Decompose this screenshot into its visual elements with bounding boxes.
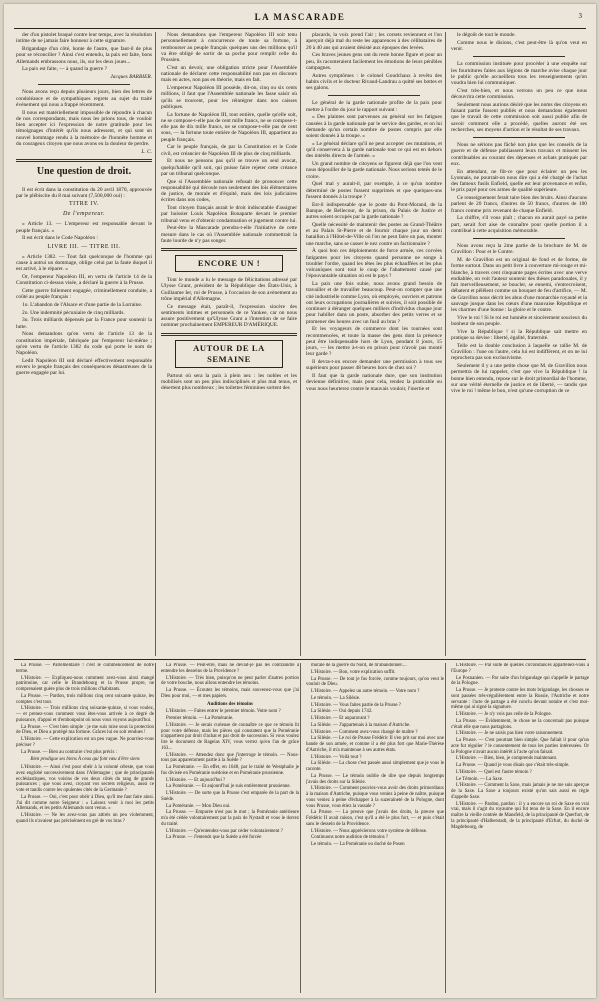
paragraph: Un grand nombre de citoyens se figurent déjà que l'on veut nous dépouiller de la garde nationale. Nous serions tentés de le croire. <box>306 161 442 180</box>
dialogue-line: L'Histoire. — Vous faites partie de la Prusse ? <box>311 702 401 708</box>
dialogue-line: L'Histoire. — Qu'entendez-vous par céder volontairement ? <box>166 828 283 834</box>
dialogue-line: L'Histoire. — Je ne saisis pas bien votre raisonnement. <box>456 731 564 737</box>
paragraph: Il faut que la garde nationale dure, que son institution devienne définitive, mais pour cela, rendez la praticable ou vous nous heurterez contre le mauvais vouloir, l'inertie et <box>306 373 442 392</box>
lower-column-2 <box>161 663 299 993</box>
article-headline-autour-de-la-semaine: AUTOUR DE LA SEMAINE <box>175 340 283 368</box>
dialogue-line: morale de la guerre du Nord, de m'abandonner.... <box>311 663 407 668</box>
dialogue-line: La Silésie. — La chose c'est passée aussi simplement que je vous le raconte. <box>306 761 444 772</box>
dialogue-line: Le Posnanien. — Par suite d'un brigandage qui s'appelle le partage de la Pologne. <box>451 675 589 687</box>
paragraph: Telle est la double conclusion à laquelle se rallie M. de Gravillon : l'une ou l'autre, cela lui est indifférent, et on ne lui reprochera pas son exclusivisme. <box>451 342 587 362</box>
paragraph: 2o. Une indemnité pécuniaire de cinq milliards. <box>22 309 125 316</box>
dialogue-line: L'Histoire. — Ne les avez-vous pas attirés un peu violemment, quand ils n'avaient pas précisément en gré de vos bras ? <box>16 813 154 824</box>
paragraph: Il est écrit dans le Code Napoléon : <box>22 235 98 242</box>
dialogue-line: La Prusse. — Bien au contraire c'est plus précis : <box>21 749 117 755</box>
paragraph: C'est très-bien, et nous verrons un peu ce que nous découvrira cette commission. <box>451 87 587 100</box>
column-divider <box>155 32 156 656</box>
masthead: LA MASCARADE <box>254 12 346 22</box>
verse: Bien prodigue ses biens À ceux qui font vœu d'être siens <box>30 757 140 763</box>
paragraph: Nous demandons qu'en vertu de l'article 13 de la constitution impériale, fabriquée par l'empereur lui-même ; qu'en vertu de l'article 1382 du code qui porte le nom de Napoléon. <box>16 331 152 356</box>
paragraph: Vive le roi ! Si le roi est honnête et sincèrement soucieux du bonheur de son peuple. <box>451 314 587 327</box>
column-divider <box>155 663 156 993</box>
paragraph: La fortune de Napoléon III, tout entière, quelle qu'elle soit, ne se compose-t-elle pas de cent mille francs, ne se compose-t-elle pas de dix mille francs, ne se compose-t-elle pas de cent sous, — la fortune toute entière de Napoléon III, appartient au peuple français. <box>161 111 297 143</box>
divider <box>38 84 130 85</box>
dialogue-line: L'Histoire. — Voilà tout ? <box>311 754 362 760</box>
dialogue-line: La Poméranie. — Et aujourd'hui je suis entièrement prussienne. <box>166 784 291 790</box>
paragraph: Ledit Napoléon III soit déclaré effectivement responsable envers le peuple français des conséquences désastreuses de la guerre engagée par lui. <box>16 357 152 377</box>
paragraph: Est-il indispensable que le poste du Pont-Morand, de la Banque, de Bellecour, de la prison, du Palais de Justice et autres soient occupés par la garde nationale ? <box>306 201 442 220</box>
paragraph: En attendant, ne fût-ce que pour éclairer un peu les Lyonnais, ne pourrait-on nous dire qui a été chargé de l'achat des fameux fusils Enfield, quelle est leur provenance et enfin, le prix payé pour ces armes de qualité supérieure. <box>451 168 587 194</box>
paragraph: Seulement il y a une petite chose que M. de Gravillon nous permettra de lui rappeler, c'est que vive la République ! la bonne bien entendu, repose sur le droit primordial de l'homme, sur une vérité éternelle de justice et de liberté, — tandis que vive le roi ! même le bon, n'est qu'une corruption de ce <box>451 363 587 394</box>
signature: Jacques BARBIER. <box>110 74 152 80</box>
section-rule <box>14 659 586 660</box>
section-subheading: Auditions des témoins <box>207 701 253 707</box>
paragraph: 1o. L'abandon de l'Alsace et d'une partie de la Lorraine. <box>22 301 143 308</box>
paragraph: Ce renseignement ferait taire bien des bruits. Ainsi d'aucuns parlent de 20 francs, d'autres de 50 francs, d'autres de 100 francs comme prix revenant de chaque Enfield. <box>451 195 587 214</box>
signature: L. C. <box>141 148 152 155</box>
dialogue-line: La Silésie. — Le roi de Prusse Frédéric II s'en prit sur moi avec une bande de son armée, et comme il a été plus fort que Marie-Thérèse d'Autriche, il m'a maintenue à ses autres états. <box>306 736 444 753</box>
article-headline: Une question de droit. <box>36 165 132 177</box>
dialogue-line: L'Histoire. — Par suite de quelles circonstances appartenez-vous à l'Europe ? <box>451 663 589 674</box>
paragraph: Ces braves jeunes gens ont du reste bonne figure et pour un peu, ils raconteraient facilement les émotions de leurs pénibles campagnes. <box>306 52 442 71</box>
paragraph: Brigandage d'un côté, honte de l'autre, que faut-il de plus pour se réconcilier ? Ainsi c'est entendu, la paix est faite, bons Allemands embrassons nous, ils, sur les deux joues... <box>16 46 152 65</box>
paragraph: À quoi bon ces déploiements de force armée, ces corvées fatigantes pour les citoyens quand personne ne songe à troubler l'ordre, quand les têtes les plus échauffées et les plus volcaniques sont tout le coup de l'abattement causé par l'épouvantable situation où est le pays ? <box>306 248 442 280</box>
column-divider <box>445 663 446 993</box>
dialogue-line: Le témoin. — La Silésie. <box>311 695 361 701</box>
dialogue-line: La Prusse. — Peut-être, mais ne devait-je pas les contraindre à entendre les desseins de la Providence ? <box>161 663 299 674</box>
lower-column-3 <box>306 663 444 993</box>
paragraph: Partout où sera la paix à plein nez : les nobles et les mobilisés sont un peu plus indisciplinés et plus mal tenus, et désertent plus nombreux ; les toilettes féminines sortent des <box>161 372 297 391</box>
dialogue-line: L'Histoire. — Appelez un autre témoin. — Votre nom ? <box>311 689 420 694</box>
dialogue-line: La Prusse. — Pardon, trois millions cinq cent soixante quinze, les comptes c'est tout. <box>16 693 154 705</box>
column-divider <box>300 32 301 656</box>
dialogue-line: L'Histoire. — Cette explication est un peu vague. Ne pourriez-vous préciser ? <box>16 737 154 748</box>
paragraph: Cette guerre follement engagée, criminellement conduite, a coûté au peuple français : <box>16 287 152 300</box>
dialogue-line: Le témoin. — La Poméranie ou duché de Posen <box>311 842 405 847</box>
column-2 <box>161 32 297 656</box>
lower-column-1 <box>16 663 154 993</box>
dialogue-line: La Silésie. — Oui depuis 1742. <box>311 709 373 715</box>
paragraph: Tout citoyen français aurait le droit indiscutable d'assigner par huissier Louis Napoléon Bonaparte devant le premier tribunal venu et d'obtenir condamnation et jugement contre lui. <box>161 205 297 224</box>
divider <box>473 137 565 138</box>
dialogue-line: La Silésie. — J'appartenais à la maison d'Autriche. <box>311 722 411 728</box>
paragraph: Or, l'empereur Napoléon III, en vertu de l'article 14 de la Constitution ci-dessus visée, a déclaré la guerre à la Prusse. <box>16 273 152 286</box>
dialogue-line: La Poméranie. — Mon Dieu oui. <box>166 803 231 809</box>
paragraph: der d'un pistolet braqué contre leur temps, avec la résolution intime de ne jamais faire honneur à cette signature. <box>16 32 152 45</box>
dialogue-line: L'Histoire. — Bien, bien, je comprends maintenant. <box>456 756 558 762</box>
paragraph: Nous ne sérions pas fâché non plus que les conseils de la guerre et de défense publiassent leurs travaux et missent les contribuables au courant des dépenses et achats pratiqués par eux. <box>451 142 587 167</box>
dialogue-line: L'Histoire. — Comment avez-vous changé de maître ? <box>311 729 418 735</box>
dialogue-line: L'Histoire. — Quel est l'autre témoin ? <box>456 769 532 775</box>
dialogue-line: La Prusse. — Empurée n'est pas le mot ; la Poméranie antérieure m'a été cédée volontairement par la paix de Nystadt et vous le dorrez du traité. <box>161 810 299 827</box>
article-headline-encore-un: ENCORE UN ! <box>175 255 283 272</box>
column-1 <box>16 32 152 656</box>
dialogue-line: L'Histoire. — Comment pouviez-vous avoir des droits primordiaux à la maison d'Autriche, puisque vous veniez à peine de naître, puisque vous veniez à peine d'échapper à la suzeraineté de la Pologne, dont vous Prusse, vous étiez la vassale ? <box>306 786 444 809</box>
dialogue-line: L'Histoire. — Nous apprécierons votre système de défense. <box>311 828 428 834</box>
paragraph: Nous demandons que l'empereur Napoléon III soit tenu personnellement à concurrence de toute sa fortune, à rembourser au peuple français quelques uns des millions qu'il va être obligé de sortir de sa poche pour remplir celle du Prussien. <box>161 32 297 63</box>
paragraph: « Article 13. — L'empereur est responsable devant le peuple français. » <box>16 221 152 234</box>
dialogue-line: La Prusse. — Oui, c'est pour obéir à Dieu, qu'il me faut faire ainsi. J'ai dit comme notre Seigneur : « Laissez venir à moi les petits Allemands, et les petits Allemands sont venus. » <box>16 794 154 812</box>
dialogue-line: La Prusse. — Quand je vous disais que c'était très-simple. <box>456 763 570 768</box>
paragraph: Il est écrit dans la constitution du 20 avril 1870, approuvée par le plébiscite du 8 mai suivant (7,500,000 oui) : <box>16 186 152 199</box>
paragraph: L'empereur Napoléon III possède, dit-on, cinq ou six cents millions, il faut que l'Assemblée nationale les fasse saisir où qu'ils se trouvent, pour les réintégrer dans nos caisses publiques. <box>161 85 297 110</box>
paragraph: Il devra-t-on encore demander une permission à tous ses supérieurs pour passer 48 heures hors de chez soi ? <box>306 359 442 372</box>
paragraph: « Le général déclare qu'il ne peut accepter ces mutations, et qu'il conservera à la garde nationale tout ce qui est en dehors des intérêts directs de l'armée. » <box>306 140 442 160</box>
paragraph: Que si l'Assemblée nationale refusait de prononcer cette responsabilité qui découle non seulement des lois élémentaires de justice, de morale et d'équité, mais des lois judiciaires écrites dans nos codes, <box>161 178 297 204</box>
dialogue-line: L'Histoire. — Je n'y vois pas celle de la Pologne. <box>456 712 552 717</box>
dialogue-line: Premier témoin. — La Poméranie. <box>166 716 234 721</box>
dialogue-line: L'Histoire. — Et aujourd'hui ? <box>166 777 226 783</box>
divider <box>328 95 420 96</box>
dialogue-line: L'Histoire. — Expliquez-nous comment avez-vous ainsi mangé patrimoine, car celle le Brandebourg et la Prusse propre, ne comprenaient guère plus de trois millions d'habitants. <box>16 675 154 692</box>
dialogue-line: L'Histoire. — Comment la Saxe, mais jamais je ne me suis aperçue de la Saxe. La Saxe a toujours existé qu'on sais aussi en règle d'appelle Saxe. <box>451 783 589 800</box>
column-divider <box>445 32 446 656</box>
divider <box>38 182 130 183</box>
paragraph: Autres symptômes : le colonel Goudchaux à revêtu des habits civils et le docteur Rivaud-Landrau a quitté ses bottes et ses galons. <box>306 72 442 91</box>
paragraph: Nous avons reçu depuis plusieurs jours, bien des lettres de condoléance et de sympathiques regrets au sujet du traité événement qui nous a frappé récemment. <box>16 89 152 108</box>
paragraph: Quel mal y aurait-il, par exemple, à ce qu'un nombre déterminé de postes fussent supprimés et que quelques-uns fussent donnés à la troupe ? <box>306 181 442 200</box>
paragraph: Et nous ne pensons pas qu'il se trouve un seul avocat, quelqu'habile qu'il soit, qui puisse faire rejeter cette créance par un tribunal quelconque. <box>161 158 297 177</box>
paragraph: Tout le monde a lu le message de félicitations adressé par Ulysse Grant, président de la République des États-Unis, à Guillaume Ier, roi de Prusse, à l'occasion de son avènement au trône impérial d'Allemagne. <box>161 277 297 302</box>
dialogue-line: La Prusse. — La preuve que j'avais des droits, la preuve que Frédéric II avait raison, c'est qu'il a été le plus fort, — et puis c'était sans le dessein de la Providence. <box>306 810 444 827</box>
dialogue-line: La Prusse. — Évidemment, le chose ne la concernait pas puisque c'était elle que nous partagions. <box>451 718 589 730</box>
dialogue-line: L'Histoire. — De sorte que la Prusse c'est emparée de la part de la Suède. <box>161 791 299 802</box>
paragraph: La paix une fois subie, nous avons grand besoin de travailler et de travailler beaucoup. Peut-on compter que une cité industrielle comme Lyon, où employés, ouvriers et patrons ont leurs occupations journalières et suivies, il soit possible de continuer à déranger quelques milliers d'individus chaque jour pour habiller dans un poste, absorber des petits verres et se promener des heures avec un fusil au bras ? <box>306 281 442 325</box>
paragraph: 3o. Trois milliards dépensés par la France pour soutenir la lutte. <box>16 317 152 330</box>
paragraph: Car le peuple français, de par la Constitution et le Code civil, est créancier de Napoléon III de plus de cinq milliards. <box>161 144 297 157</box>
dialogue-line: L'Histoire. — Ainsi c'est pour obéir à la volonté céleste, que vous avez englobé successivement dans l'Allemagne ; que de principautés ecclésiastiques, vos voisins de vos deux côtés du rang de grands puissances ; que vous avez, croyant vos secrets religieux, aussi ce vote et tandis contre les opulentes cités de la Germanie ? <box>16 765 154 793</box>
paragraph: Vive la République ! si la République sait mettre en pratique sa devise : liberté, égalité, fraternité. <box>451 328 587 341</box>
dialogue-line: La Prusse. — C'est bien simple : je me suis mise sous la protection de Dieu, et Dieu a protégé ma fortune. Grâces lui en soit rendues ! <box>16 724 154 736</box>
paragraph: Quelle nécessité de maintenir des postes au Grand-Théâtre et au Palais St-Pierre et de fournir chaque jour un demi bataillon à l'Hôtel-de-Ville où l'on ne peut faire un pas, monter une marche, sans se casser le nez contre un factionnaire ? <box>306 221 442 247</box>
column-3 <box>306 32 442 656</box>
divider <box>16 159 152 162</box>
dialogue-line: La Prusse. — C'est pourtant bien simple. Que fallait il pour qu'un acte fut régulier ? le consentement de tous les parties intéressées. Or la Pologne n'avait aucun intérêt à l'acte qu'on faisait. <box>451 738 589 755</box>
paragraph: Le général de la garde nationale profite de la paix pour mettre à l'ordre du jour le rapport suivant : <box>306 100 442 113</box>
paragraph: Seulement nous aurions désiré que les noms des citoyens en faisant partie fussent publiés et nous demandons également que le travail de cette commission soit aussi publié afin de savoir comment elle a procédé, quelles auront été ses recherches, ses moyens d'action et le résultat de ses travaux. <box>451 101 587 133</box>
divider <box>161 248 297 251</box>
dialogue-line: L'Histoire. — Pardon, pardon : il y a encore un roi de Saxe en vrai vrai, mais il s'agit du royaume qui fut tenu de la Saxe. En il encore maître la vieille contrée de Mansfeld, de la principauté de Querfurt, de la principauté d'Halberstadt, de la principauté d'Erfurt, du duché de Magdebourg, de <box>451 801 589 830</box>
divider <box>473 238 565 239</box>
dialogue-line: La Prusse. — Écoutez les témoins, mais souvenez-vous que j'ai Dieu pour moi, — et mes papiers. <box>161 688 299 699</box>
paragraph: placards, la voix prend l'air ; les corsets reviennent et l'on aperçoit déjà mal du reste les apparences à des célibataires de 20 à 40 ans qui avaient désisté aux époques des levées. <box>306 32 442 51</box>
newspaper-page <box>4 4 596 998</box>
dialogue-line: La Prusse. — J'entends que la Suède a été forcée <box>166 835 262 841</box>
subheading: TITRE IV. <box>68 201 100 208</box>
paragraph: Comme nous le disions, c'est peut-être là qu'on veut en venir. <box>451 39 587 52</box>
column-4 <box>451 32 587 656</box>
paragraph: « Article 1382. — Tout fait quelconque de l'homme qui cause à autrui un dommage, oblige celui par la faute duquel il est arrivé, à le réparer. » <box>16 253 152 272</box>
dialogue-line: Continuons notre audition de témoins ? <box>311 835 389 841</box>
subheading: LIVRE III. — TITRE III. <box>47 243 121 250</box>
paragraph: M. de Gravillon est un original de fond et de forme, de forme surtout. Dans un petit livre à couverture mi-rouge et mi-blanche, à travers cent cinquante pages écrites avec une verve endiablée, on voit l'auteur soutenir des thèses paradoxales, il y fait merveilleusement, se boucler, se ennemi, s'entrecroisent, débatent et pêlêlent comme un bouquet de feu d'artifice, — M. de Gravillon nous décrit les abus d'une monarchie royauté et la sauvage jusque dans les cœurs d'une mauvaise République et les charmes d'une bonne : la gloire et le contre. <box>451 257 587 313</box>
paragraph: La commission instituée pour procéder à une enquête sur les fournitures faites aux légions de marche avise chaque jour le public qu'elle accueillera tous les renseignements qu'on voudra bien lui communiquer. <box>451 61 587 86</box>
dialogue-line: L'Histoire. — Bon, votre explication suffit. <box>311 669 396 675</box>
subheading: De l'empereur. <box>62 211 106 218</box>
dialogue-line: La Prusse. — Je proteste contre les mots brigandage, les chosses se sont passées très-régulièrement entre la Russie, l'Autriche et notre servante : l'acte de partage a été conclu devant notaire et c'est moi-même qui ai signé la signature. <box>451 688 589 711</box>
dialogue-line: L'Histoire. — Et auparavant ? <box>311 716 370 721</box>
column-divider <box>300 663 301 993</box>
paragraph: le dégoût de tout le monde. <box>457 32 516 38</box>
paragraph: Il nous est matériellement impossible de répondre à chacun de nos correspondants, mais nous les prions tous, de vouloir bien accepter ici l'expression de notre gratitude pour les témoignages d'intérêt qu'ils nous adressent, et qui sont un nouvel hommage rendu à la mémoire de l'honnête homme et du courageux citoyen que nous avons eu la douleur de perdre. <box>16 109 152 147</box>
dialogue-line: La Prusse. — Parlementaire ! c'est le commencement de notre terme. <box>16 663 154 674</box>
dialogue-line: L'Histoire. — Faites entrer le premier témoin. Votre nom ? <box>166 709 281 715</box>
paragraph: La chiffre, s'il vous plaît ; chacun en aurait payé sa petite part, serait fort aise de connaître pour quelle portion il a contribué à cette acquisition mémorable. <box>451 215 587 234</box>
divider <box>161 333 297 336</box>
dialogue-line: L'Histoire. — Je serais curieuse de connaître ce que ce témoin lit pour votre défense, mais les pièces qui constatent que la Poméranie n'appartient par droit d'achat et par droit de succession. Si vous voulez lire le document de Ragelas XIV, vous verrez qu'en l'an de grâce 163... <box>161 722 299 751</box>
lower-column-4 <box>451 663 589 993</box>
dialogue-line: L'Histoire. — Attendez donc que j'interroge le témoin. — Nous-tous pas apparemment partie à la Suède ? <box>161 752 299 764</box>
divider <box>473 56 565 57</box>
dialogue-line: La Prusse. — De tout je fus forcée, comme toujours, qu'on veut le vouloir de Dieu. <box>306 676 444 688</box>
paragraph: C'est un devoir, une obligation stricte pour l'Assemblée nationale de déclarer cette responsabilité non pas en discours mais en actes, non pas en théorie, mais en fait. <box>161 64 297 84</box>
dialogue-line: La Poméranie. — En effet, en 1648, par le traité de Westphalie je fus divisée en Poméranie suédoise et en Poméranie prussienne. <box>161 765 299 776</box>
paragraph: « Des plaintes sont parvenues au général sur les fatigues causées à la garde nationale par le service des gardes, et on lui demande qu'un certain nombre de postes compris par elle soient donnés à la troupe. » <box>306 114 442 139</box>
dialogue-line: L'Histoire. — Très bien, puisqu'on ne peut parler d'autres portion de votre bouche, nous allons entendre les témoins. <box>161 675 299 687</box>
top-rule <box>14 28 586 29</box>
page-number: 3 <box>578 12 582 20</box>
paragraph: Ce message était, paraît-il, l'expression sincère des sentiments intimes et personnels de ce Yankee, car on nous assure positivement qu'Ulysse Grant a l'intention de se faire nommer prochainement EMPEREUR D'AMÉRIQUE. <box>161 303 297 329</box>
dialogue-line: La Prusse. — Le témoin oublie de dire que depuis longtemps j'avais des droits sur la Silésie. <box>306 773 444 785</box>
paragraph: Et les voyageurs de commerce dont les tournées sont recommencées, et toute la masse des gens dont la présence peut être indispensable hors de Lyon, pendant 8 jours, 15 jours, — les mettre à-t-on en prison pour n'avoir pas monté leur garde ? <box>306 326 442 358</box>
dialogue-line: Le Témoin. — La Saxe. <box>456 776 504 782</box>
dialogue-line: L'Histoire. — Trois millions cinq soixante-quinze, si vous voulez, — et prenez-vous comment vous êtes-vous arrivée à ce degré de puissance, d'appui et d'embonpoint où nous vous voyons aujourd'hui. <box>16 706 154 723</box>
paragraph: Nous avons reçu la 2me partie de la brochure de M. de Gravillon : Pour et le Contre. <box>451 243 587 256</box>
paragraph: La paix est faite, — à quand la guerre ? <box>22 66 108 73</box>
paragraph: Peut-être la Mascarade prendra-t-elle l'initiative de cette mesure dans le cas où l'Assemblée nationale commettrait la faute lourde de n'y pas songer. <box>161 225 297 244</box>
